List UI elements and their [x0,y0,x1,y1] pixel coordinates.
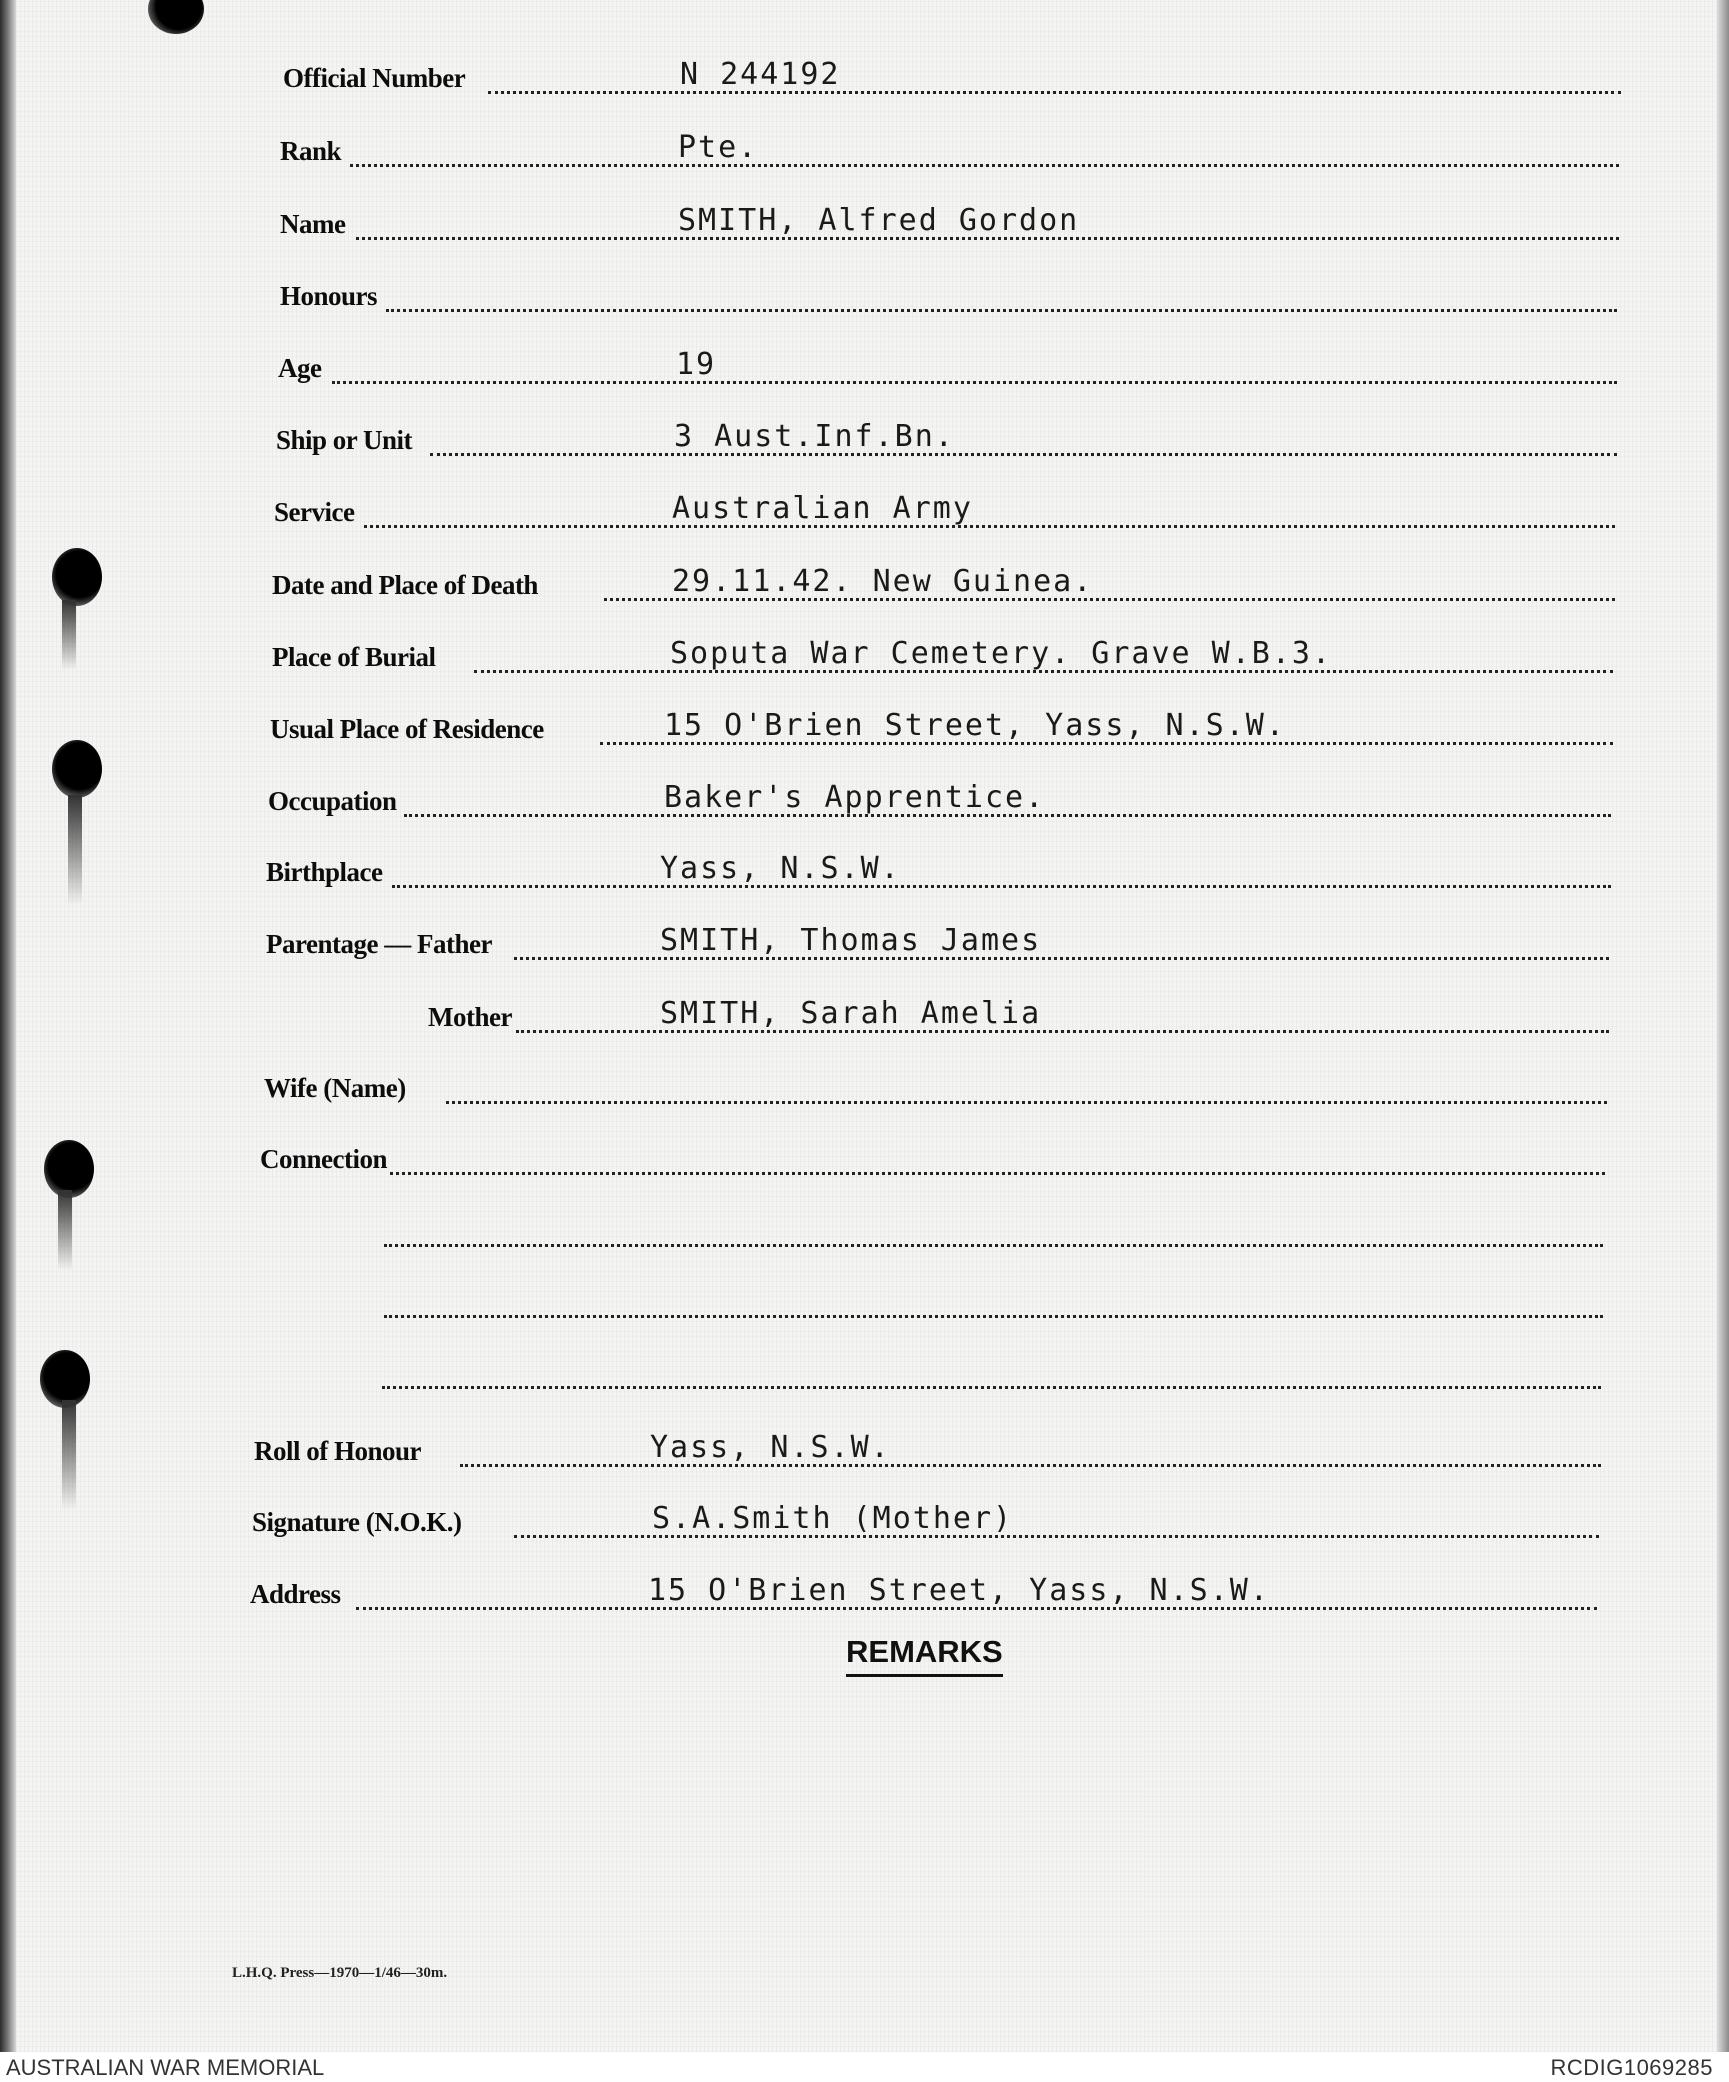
field-value: Soputa War Cemetery. Grave W.B.3. [670,636,1333,671]
dotted-leader [332,381,1617,384]
field-place-of-burial [0,633,1729,685]
field-value: SMITH, Alfred Gordon [678,203,1080,238]
field-value: Baker's Apprentice. [664,780,1046,815]
field-occupation [0,777,1729,829]
dotted-leader [364,525,1615,528]
field-age [0,344,1729,396]
field-label: Usual Place of Residence [270,714,544,744]
field-label: Date and Place of Death [272,570,538,600]
footer-record-id: RCDIG1069285 [1550,2055,1713,2080]
field-label: Address [250,1579,341,1609]
field-value: N 244192 [680,57,841,92]
field-value: 15 O'Brien Street, Yass, N.S.W. [664,708,1286,743]
field-label: Birthplace [266,857,383,887]
field-signature-nok [0,1498,1729,1550]
field-label: Honours [280,281,378,311]
field-value: Yass, N.S.W. [650,1430,891,1465]
blank-line [0,1349,1729,1401]
field-label: Parentage — Father [266,929,492,959]
field-label: Signature (N.O.K.) [252,1507,462,1537]
field-label: Official Number [283,63,466,93]
field-label: Place of Burial [272,642,436,672]
dotted-leader [350,164,1619,167]
field-usual-residence [0,705,1729,757]
field-rank [0,127,1729,179]
field-parentage-father [0,920,1729,972]
field-value: 29.11.42. New Guinea. [672,564,1094,599]
field-value: 3 Aust.Inf.Bn. [674,419,955,454]
field-label: Service [274,497,355,527]
field-roll-of-honour [0,1427,1729,1479]
field-value: S.A.Smith (Mother) [652,1501,1014,1536]
field-honours [0,272,1729,324]
field-value: 15 O'Brien Street, Yass, N.S.W. [648,1573,1270,1608]
dotted-leader [384,1244,1603,1247]
archive-footer [0,2052,1729,2082]
blank-line [0,1207,1729,1259]
dotted-leader [460,1464,1601,1467]
field-label: Wife (Name) [264,1073,406,1103]
field-wife-name [0,1064,1729,1116]
dotted-leader [446,1101,1607,1104]
field-label: Roll of Honour [254,1436,422,1466]
remarks-heading: REMARKS [846,1634,1003,1677]
dotted-leader [430,453,1617,456]
footer-source: AUSTRALIAN WAR MEMORIAL [6,2055,325,2080]
field-date-place-of-death [0,561,1729,613]
field-label: Ship or Unit [276,425,413,455]
field-label: Mother [428,1002,512,1032]
field-label: Occupation [268,786,397,816]
field-address [0,1570,1729,1622]
field-official-number [0,54,1729,106]
field-birthplace [0,848,1729,900]
dotted-leader [392,885,1611,888]
field-value: SMITH, Thomas James [660,923,1042,958]
dotted-leader [488,91,1621,94]
printer-imprint: L.H.Q. Press—1970—1/46—30m. [232,1965,448,1981]
field-connection [0,1135,1729,1187]
blank-line [0,1278,1729,1330]
field-value: Yass, N.S.W. [660,851,901,886]
field-label: Connection [260,1144,388,1174]
field-value: Australian Army [672,491,973,526]
field-parentage-mother [0,993,1729,1045]
field-label: Name [280,209,346,239]
dotted-leader [390,1172,1605,1175]
field-label: Age [278,353,322,383]
field-value: Pte. [678,130,759,165]
dotted-leader [386,309,1617,312]
punch-hole-icon [148,0,204,34]
field-ship-or-unit [0,416,1729,468]
field-value: 19 [676,347,717,382]
field-label: Rank [280,136,342,166]
field-value: SMITH, Sarah Amelia [660,996,1042,1031]
field-service [0,488,1729,540]
field-name [0,200,1729,252]
dotted-leader [384,1315,1603,1318]
dotted-leader [382,1386,1601,1389]
